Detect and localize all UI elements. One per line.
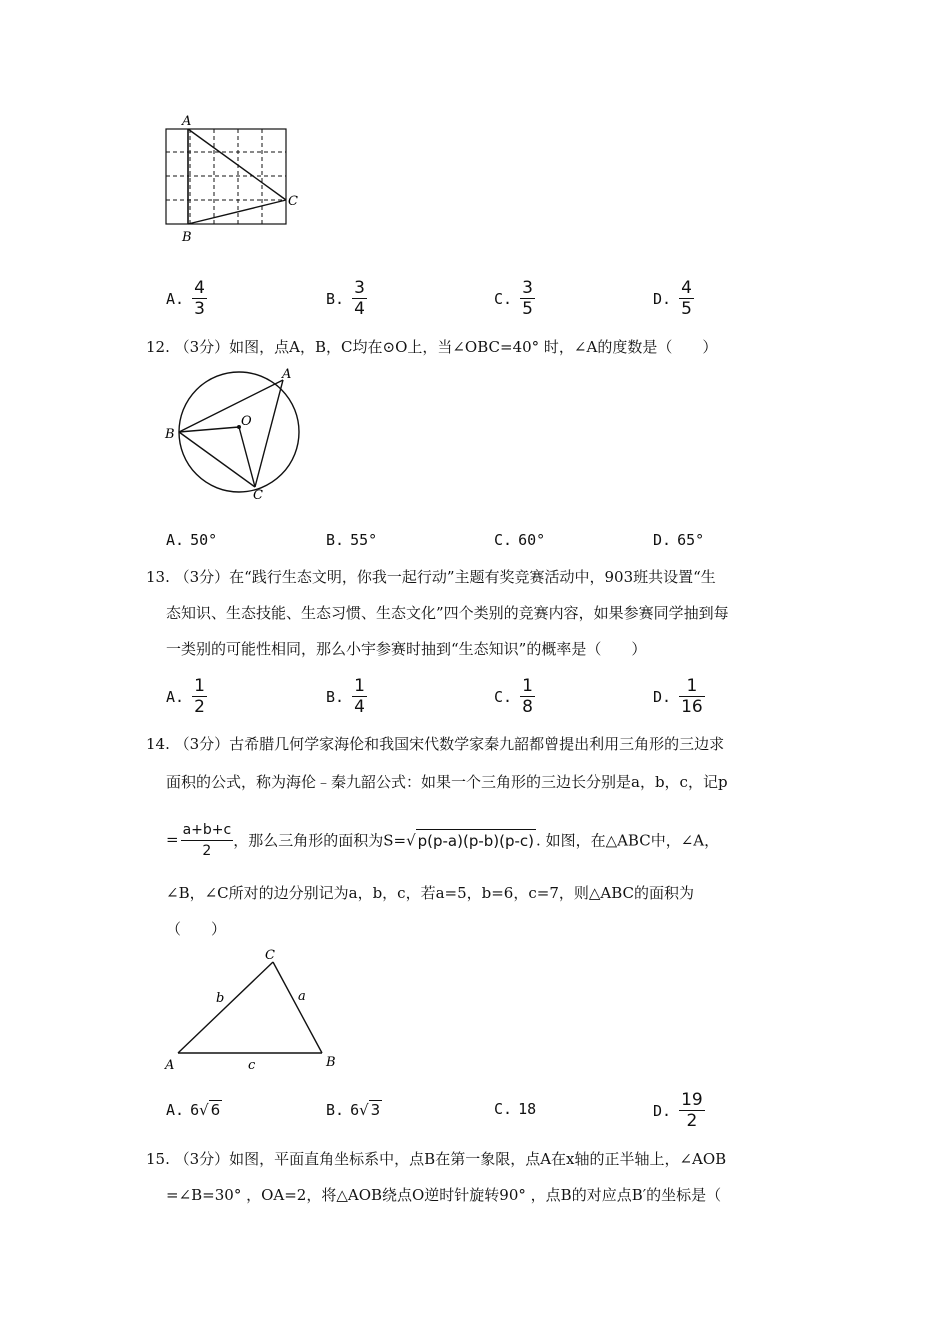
q15-question-line2: =∠B=30° ，OA=2，将△AOB绕点O逆时针旋转90° ，点B的对应点B′的坐标是（ xyxy=(166,1186,722,1204)
q12-label-c: C xyxy=(253,488,263,503)
q11-label-c: C xyxy=(288,194,298,209)
q13-option-d: D. $\frac{1}{16}$ xyxy=(653,676,703,717)
q14-label-side-b: b xyxy=(216,991,225,1006)
q14-triangle-figure xyxy=(160,945,360,1075)
q13-question-line2: 态知识、生态技能、生态习惯、生态文化”四个类别的竞赛内容，如果参赛同学抽到每 xyxy=(166,604,729,622)
q12-option-a: A. 50° xyxy=(166,531,218,549)
q14-question-line2: 面积的公式，称为海伦﹣秦九韶公式：如果一个三角形的三边长分别是a，b，c，记p xyxy=(166,773,728,791)
q14-label-c-vertex: C xyxy=(265,948,275,963)
q11-option-b: B. $\frac{3}{4}$ xyxy=(326,278,365,319)
q14-option-a: A. 6√ 6 xyxy=(166,1101,221,1119)
q13-option-a: A. $\frac{1}{2}$ xyxy=(166,676,205,717)
q12-option-c: C. 60° xyxy=(494,531,546,549)
q14-question-line1: 14. （3分）古希腊几何学家海伦和我国宋代数学家秦九韶都曾提出利用三角形的三边求 xyxy=(146,735,725,753)
q11-option-d: D. $\frac{4}{5}$ xyxy=(653,278,692,319)
q12-label-a: A xyxy=(282,367,292,382)
q13-option-b: B. $\frac{1}{4}$ xyxy=(326,676,365,717)
q14-label-side-c: c xyxy=(248,1058,256,1073)
q14-question-line5: （ ） xyxy=(166,920,227,938)
q12-option-b: B. 55° xyxy=(326,531,378,549)
q13-option-c: C. $\frac{1}{8}$ xyxy=(494,676,533,717)
q15-question-line1: 15. （3分）如图，平面直角坐标系中，点B在第一象限，点A在x轴的正半轴上，∠AOB xyxy=(146,1150,727,1168)
q11-grid-figure xyxy=(155,112,315,247)
q13-question-line1: 13. （3分）在“践行生态文明，你我一起行动”主题有奖竞赛活动中，903班共设置“生 xyxy=(146,568,716,586)
q14-question-line4: ∠B，∠C所对的边分别记为a，b，c，若a=5，b=6，c=7，则△ABC的面积为 xyxy=(166,884,695,902)
q12-circle-figure xyxy=(160,360,310,505)
q12-question-text: 12. （3分）如图，点A，B，C均在⊙O上，当∠OBC=40° 时，∠A的度数是（ ） xyxy=(146,338,718,356)
q11-label-b: B xyxy=(182,230,192,245)
q14-option-b: B. 6√ 3 xyxy=(326,1101,381,1119)
q14-option-c: C. 18 xyxy=(494,1100,537,1118)
q13-question-line3: 一类别的可能性相同，那么小宇参赛时抽到“生态知识”的概率是（ ） xyxy=(166,640,647,658)
q14-label-b-vertex: B xyxy=(326,1055,336,1070)
q14-option-d: D. $\frac{19}{2}$ xyxy=(653,1090,703,1131)
q12-label-o: O xyxy=(241,414,252,429)
q14-label-a-vertex: A xyxy=(165,1058,175,1073)
q14-formula-line: = $\frac{a+b+c}{2}$ ，那么三角形的面积为S=√ p(p-a)(p-b)(p-c) . 如图，在△ABC中，∠A， xyxy=(166,822,720,859)
q11-option-c: C. $\frac{3}{5}$ xyxy=(494,278,533,319)
q11-option-a: A. $\frac{4}{3}$ xyxy=(166,278,205,319)
q12-option-d: D. 65° xyxy=(653,531,705,549)
q11-label-a: A xyxy=(182,114,192,129)
q14-label-side-a: a xyxy=(298,989,306,1004)
q12-label-b: B xyxy=(165,427,175,442)
